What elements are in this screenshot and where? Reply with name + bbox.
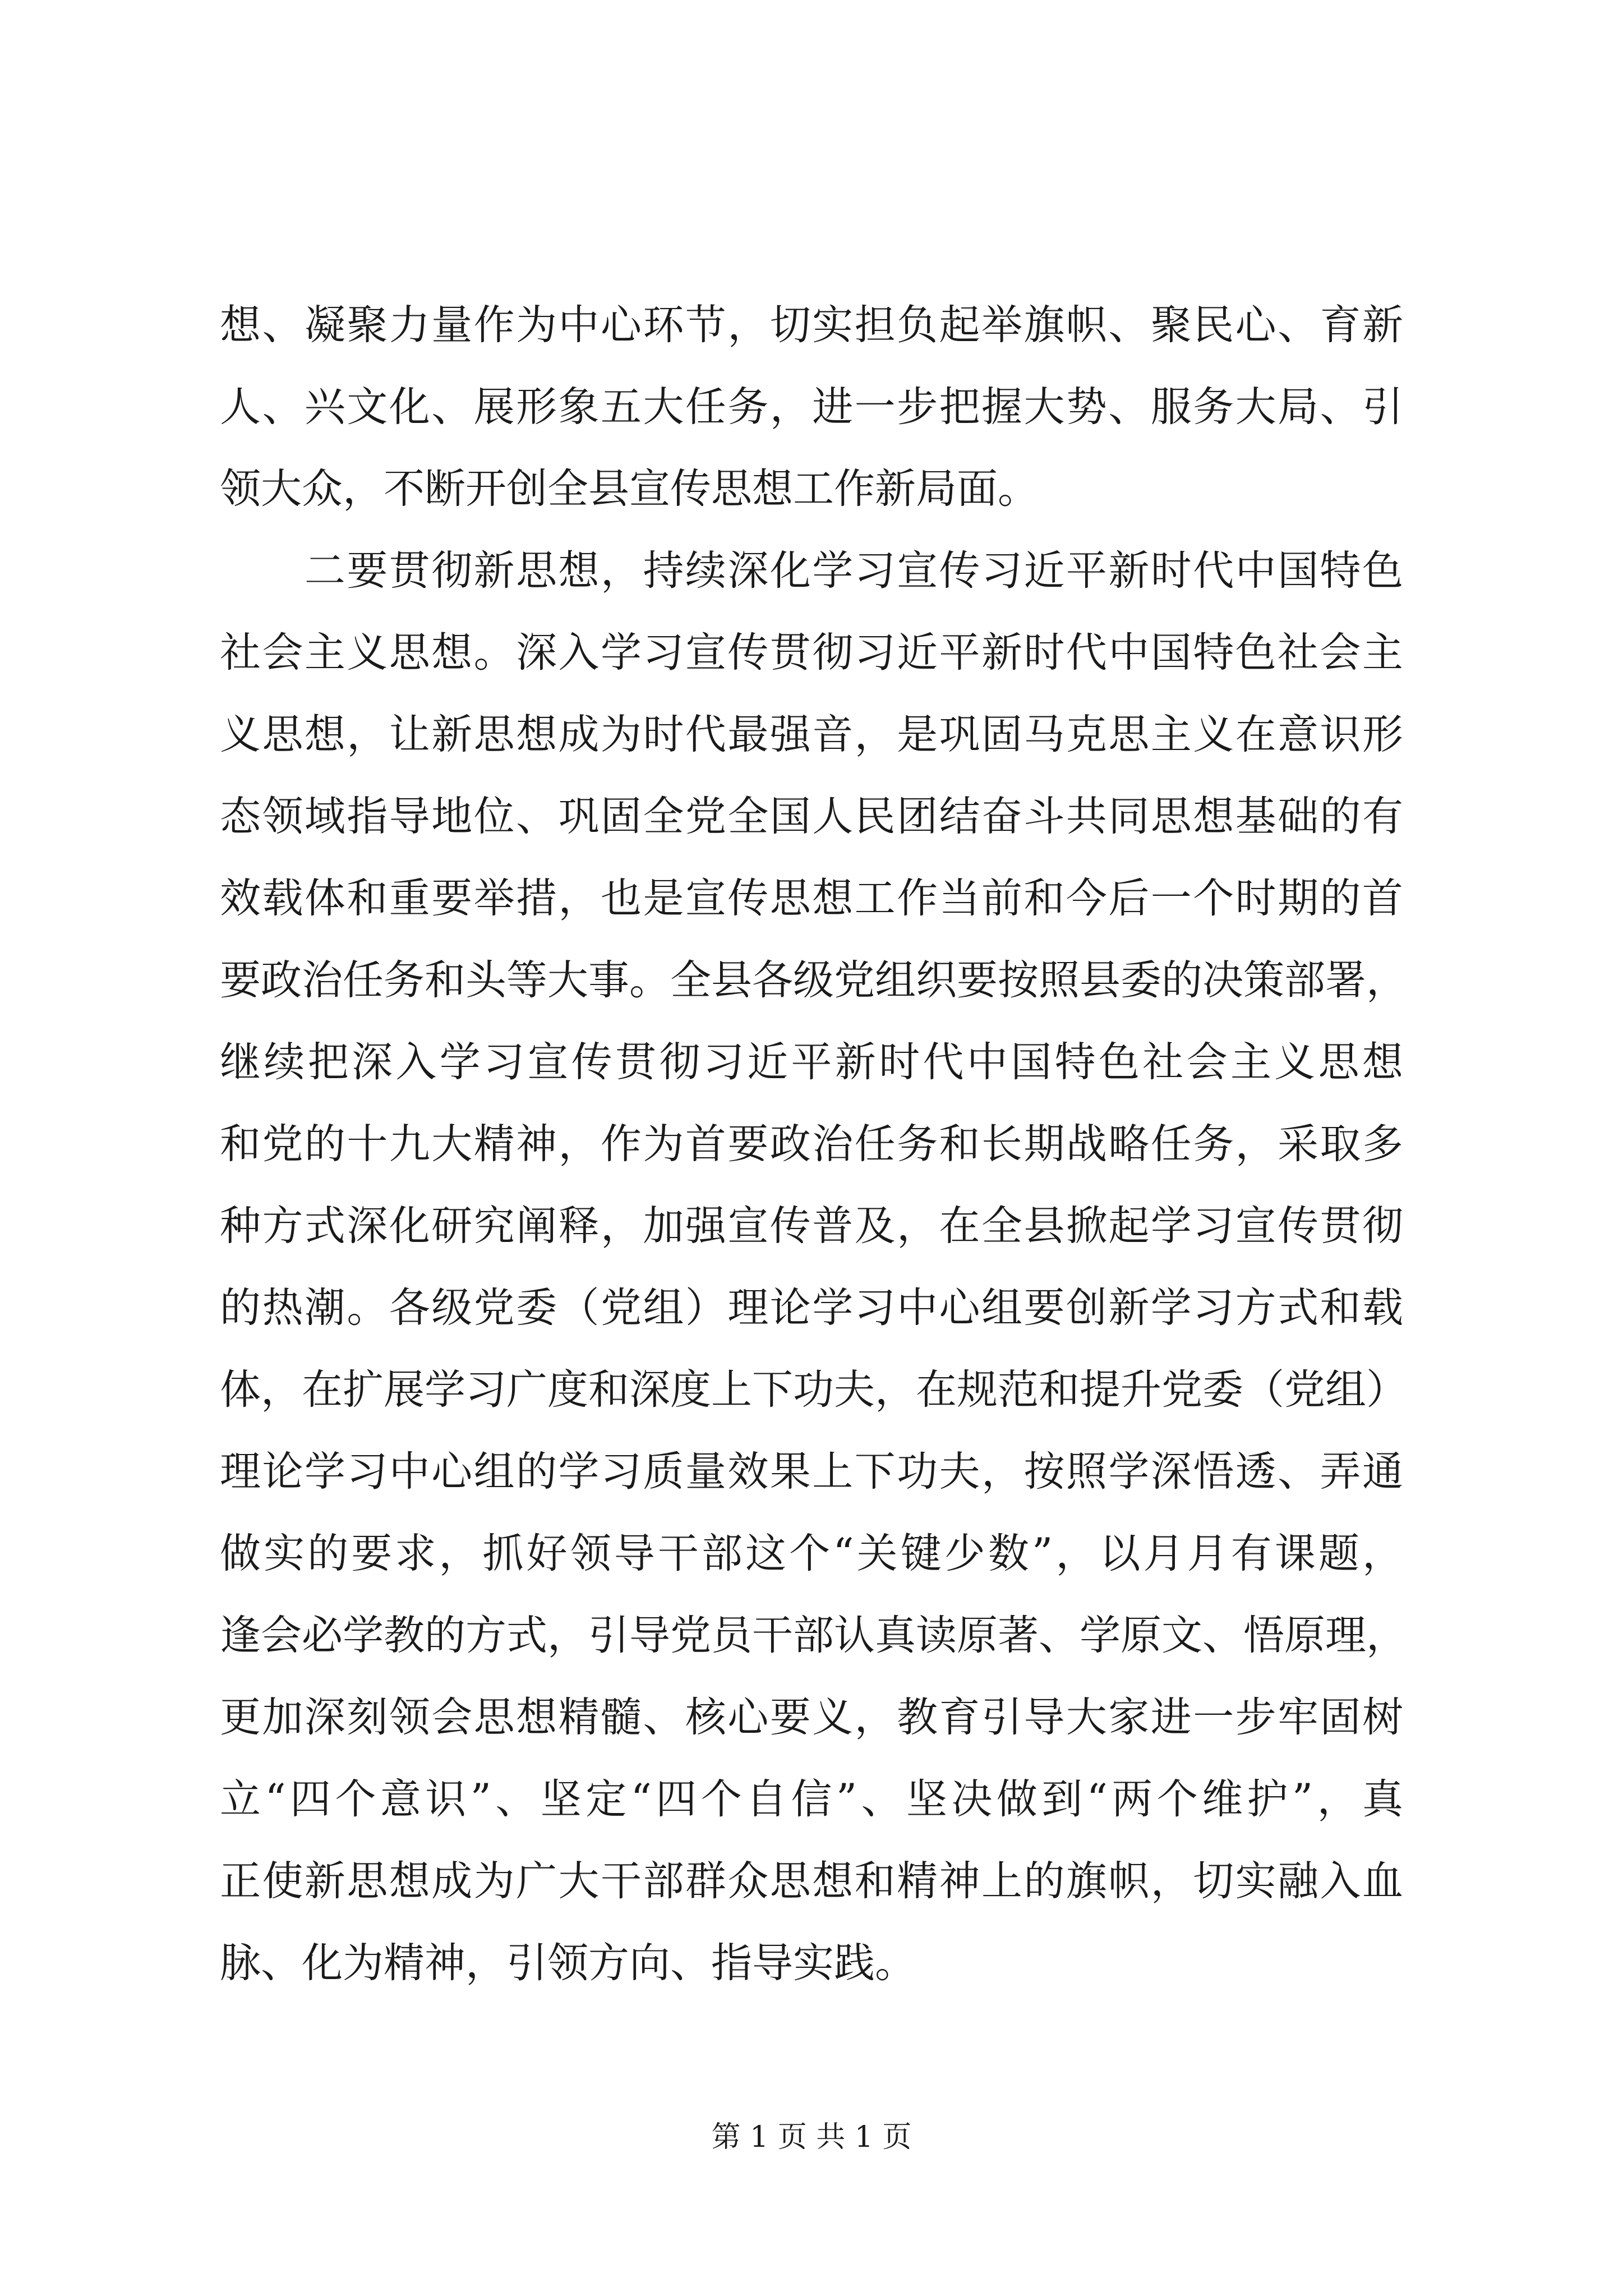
- paragraph-line: 态领域指导地位、巩固全党全国人民团结奋斗共同思想基础的有: [220, 793, 1403, 840]
- paragraph-line: 种方式深化研究阐释，加强宣传普及，在全县掀起学习宣传贯彻: [220, 1202, 1403, 1250]
- paragraph-line: 要政治任务和头等大事。全县各级党组织要按照县委的决策部署，: [220, 956, 1407, 1004]
- paragraph-line: 立“四个意识”、坚定“四个自信”、坚决做到“两个维护”，真: [220, 1775, 1403, 1823]
- paragraph-line: 领大众，不断开创全县宣传思想工作新局面。: [220, 465, 1039, 513]
- paragraph-line: 的热潮。各级党委（党组）理论学习中心组要创新学习方式和载: [220, 1284, 1403, 1332]
- paragraph-line: 效载体和重要举措，也是宣传思想工作当前和今后一个时期的首: [220, 875, 1403, 922]
- paragraph-line: 正使新思想成为广大干部群众思想和精神上的旗帜，切实融入血: [220, 1857, 1403, 1905]
- paragraph-line: 逢会必学教的方式，引导党员干部认真读原著、学原文、悟原理，: [220, 1612, 1407, 1659]
- paragraph-line: 理论学习中心组的学习质量效果上下功夫，按照学深悟透、弄通: [220, 1448, 1403, 1496]
- paragraph-line: 脉、化为精神，引领方向、指导实践。: [220, 1939, 916, 1987]
- paragraph-line: 做实的要求，抓好领导干部这个“关键少数”，以月月有课题，: [220, 1530, 1403, 1577]
- paragraph-line: 想、凝聚力量作为中心环节，切实担负起举旗帜、聚民心、育新: [220, 301, 1403, 349]
- paragraph-line: 更加深刻领会思想精髓、核心要义，教育引导大家进一步牢固树: [220, 1694, 1403, 1741]
- paragraph-line: 人、兴文化、展形象五大任务，进一步把握大势、服务大局、引: [220, 383, 1403, 431]
- paragraph-line: 义思想，让新思想成为时代最强音，是巩固马克思主义在意识形: [220, 711, 1403, 758]
- paragraph-line: 社会主义思想。深入学习宣传贯彻习近平新时代中国特色社会主: [220, 629, 1403, 677]
- paragraph-line: 体，在扩展学习广度和深度上下功夫，在规范和提升党委（党组）: [220, 1366, 1407, 1414]
- paragraph-line: 和党的十九大精神，作为首要政治任务和长期战略任务，采取多: [220, 1120, 1403, 1168]
- page-footer: 第 1 页 共 1 页: [711, 2120, 912, 2154]
- paragraph-line: 二要贯彻新思想，持续深化学习宣传习近平新时代中国特色: [220, 547, 1403, 595]
- paragraph-line: 继续把深入学习宣传贯彻习近平新时代中国特色社会主义思想: [220, 1038, 1403, 1086]
